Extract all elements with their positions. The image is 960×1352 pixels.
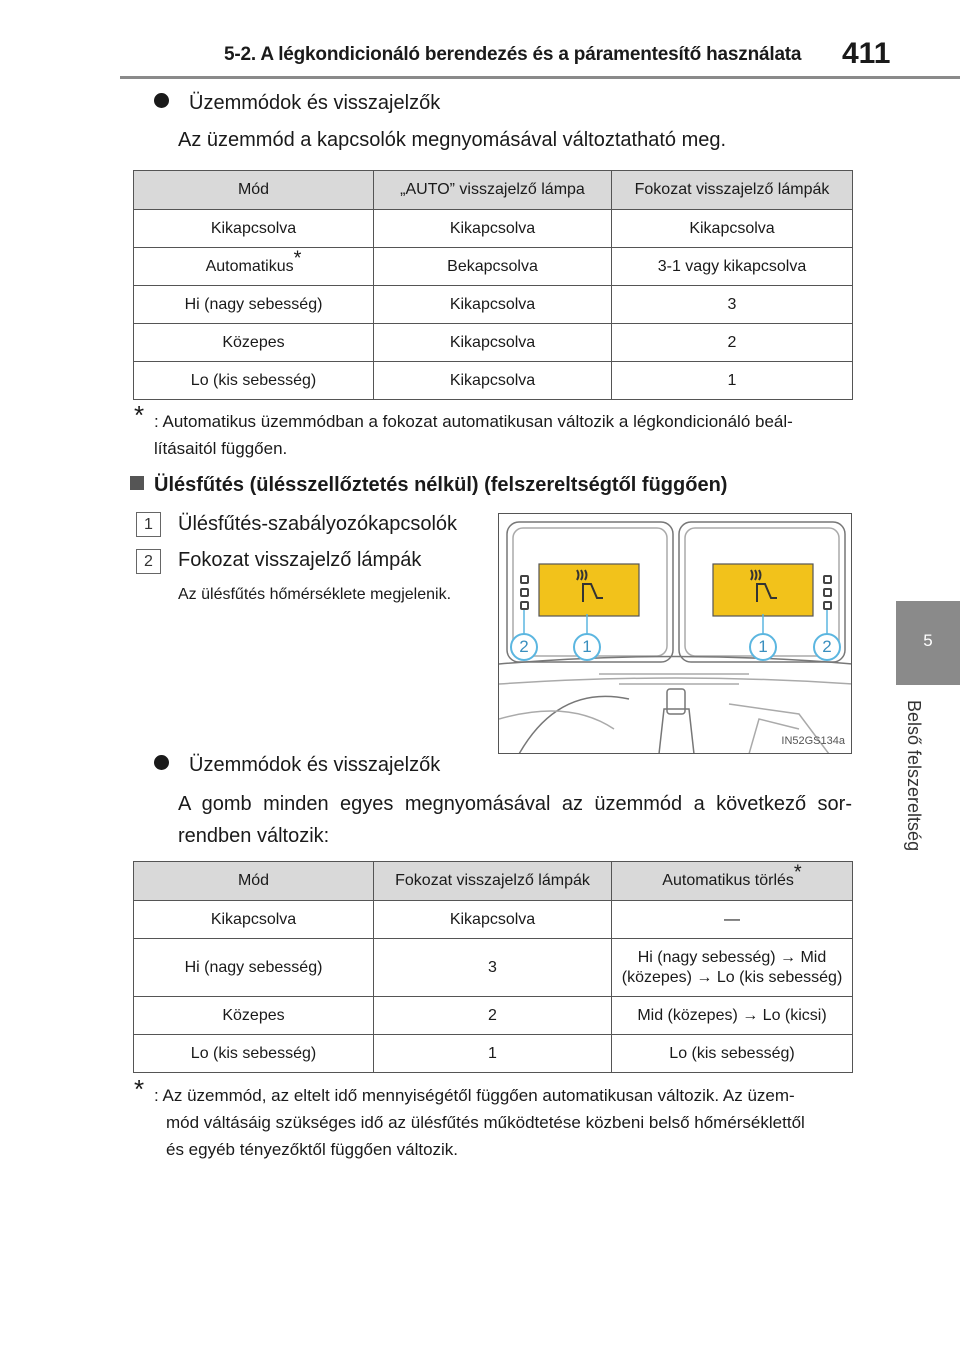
table-header-cell: Fokozat visszajelző lámpák (374, 862, 612, 901)
footnote-line: : Az üzemmód, az eltelt idő mennyiségétől függően automatikusan változik. Az üzem- (154, 1086, 795, 1105)
modes-description-2a: A gomb minden egyes megnyomásával az üzemmód a következő sor- (178, 793, 852, 815)
square-bullet-icon (130, 476, 144, 490)
table-header-row (134, 171, 853, 210)
image-code: IN52GS134a (781, 735, 845, 747)
footnote-2 (134, 1074, 854, 1163)
item-label: Fokozat visszajelző lámpák (178, 549, 422, 571)
table-cell: 2 (612, 324, 853, 362)
cell-text: Automatikus törlés (662, 872, 794, 889)
table-row (134, 939, 853, 997)
dashboard-drawing (499, 514, 852, 754)
header-divider (120, 76, 960, 79)
table-row (134, 997, 853, 1035)
table-cell: 3 (374, 939, 612, 997)
modes-table-1 (133, 170, 853, 400)
table-cell: 3 (612, 286, 853, 324)
table-cell: 2 (374, 997, 612, 1035)
callout-marker: 1 (749, 633, 777, 661)
table-cell: Közepes (134, 997, 374, 1035)
footnote-star: * (134, 400, 145, 430)
table-cell: Kikapcsolva (374, 210, 612, 248)
table-cell: Kikapcsolva (134, 901, 374, 939)
item-note: Az ülésfűtés hőmérséklete megjelenik. (178, 586, 452, 603)
table-cell: Lo (kis sebesség) (134, 1035, 374, 1073)
table-cell: Lo (kis sebesség) (612, 1035, 853, 1073)
table-row (134, 1035, 853, 1073)
chapter-label-text: Belső felszereltség (904, 700, 924, 852)
page-number: 411 (842, 37, 891, 70)
table-cell: Közepes (134, 324, 374, 362)
table-row (134, 210, 853, 248)
table-cell: Kikapcsolva (374, 901, 612, 939)
table-header-cell: „AUTO” visszajelző lámpa (374, 171, 612, 210)
table-row (134, 324, 853, 362)
table-cell (134, 248, 374, 286)
right-seat-heater-switch (713, 564, 813, 616)
chapter-number: 5 (923, 631, 933, 650)
modes-description-2b: rendben változik: (178, 825, 330, 847)
table-row (134, 248, 853, 286)
table-cell: Kikapcsolva (374, 324, 612, 362)
table-row (134, 901, 853, 939)
footnote-star: * (134, 1074, 145, 1104)
page-header-title: 5-2. A légkondicionáló berendezés és a páramentesítő használata (224, 44, 802, 65)
callout-marker: 1 (573, 633, 601, 661)
table-cell: 3-1 vagy kikapcsolva (612, 248, 853, 286)
table-row (134, 286, 853, 324)
table-cell: Hi (nagy sebesség) → Mid (közepes) → Lo (kis sebesség) (612, 939, 853, 997)
modes-heading-1: Üzemmódok és visszajelzők (189, 92, 441, 114)
table-cell: Kikapcsolva (374, 286, 612, 324)
chapter-tab (896, 601, 960, 685)
table-cell: Kikapcsolva (612, 210, 853, 248)
table-row (134, 362, 853, 400)
seat-heater-section-title (130, 474, 727, 497)
table-header-cell: Mód (134, 171, 374, 210)
modes-bullet-2 (154, 754, 440, 777)
table-cell: Kikapcsolva (134, 210, 374, 248)
table-header-cell: Fokozat visszajelző lámpák (612, 171, 853, 210)
modes-heading-2: Üzemmódok és visszajelzők (189, 754, 441, 776)
table-cell: Hi (nagy sebesség) (134, 939, 374, 997)
footnote-marker: * (293, 247, 302, 270)
table-header-cell (612, 862, 853, 901)
footnote-1 (134, 400, 854, 462)
bullet-icon (154, 755, 169, 770)
footnote-marker: * (793, 861, 802, 884)
modes-description-1: Az üzemmód a kapcsolók megnyomásával változtatható meg. (178, 129, 727, 151)
seat-heater-illustration (498, 513, 852, 754)
item-number-badge: 2 (136, 549, 161, 574)
table-cell: 1 (612, 362, 853, 400)
table-cell: — (612, 901, 853, 939)
table-header-row (134, 862, 853, 901)
cell-text: Automatikus (205, 257, 294, 275)
table-cell: Kikapcsolva (374, 362, 612, 400)
table-cell: Bekapcsolva (374, 248, 612, 286)
footnote-line: és egyéb tényezőktől függően változik. (166, 1140, 459, 1159)
table-cell: Mid (közepes) → Lo (kicsi) (612, 997, 853, 1035)
modes-bullet-1 (154, 92, 440, 115)
footnote-line: mód váltásáig szükséges idő az ülésfűtés működtetése közbeni belső hőmérséklettől (166, 1113, 805, 1132)
chapter-label (904, 700, 944, 870)
modes-table-2 (133, 861, 853, 1073)
table-header-cell: Mód (134, 862, 374, 901)
callout-marker: 2 (510, 633, 538, 661)
bullet-icon (154, 93, 169, 108)
left-seat-heater-switch (539, 564, 639, 616)
table-cell: Lo (kis sebesség) (134, 362, 374, 400)
table-cell: 1 (374, 1035, 612, 1073)
section-title-text: Ülésfűtés (ülésszellőztetés nélkül) (felszereltségtől függően) (154, 474, 728, 496)
footnote-text: : Automatikus üzemmódban a fokozat automatikusan változik a légkondicionáló beál-lításaitól függően. (154, 412, 793, 458)
callout-marker: 2 (813, 633, 841, 661)
item-label: Ülésfűtés-szabályozókapcsolók (178, 513, 458, 535)
item-number-badge: 1 (136, 512, 161, 537)
table-cell: Hi (nagy sebesség) (134, 286, 374, 324)
